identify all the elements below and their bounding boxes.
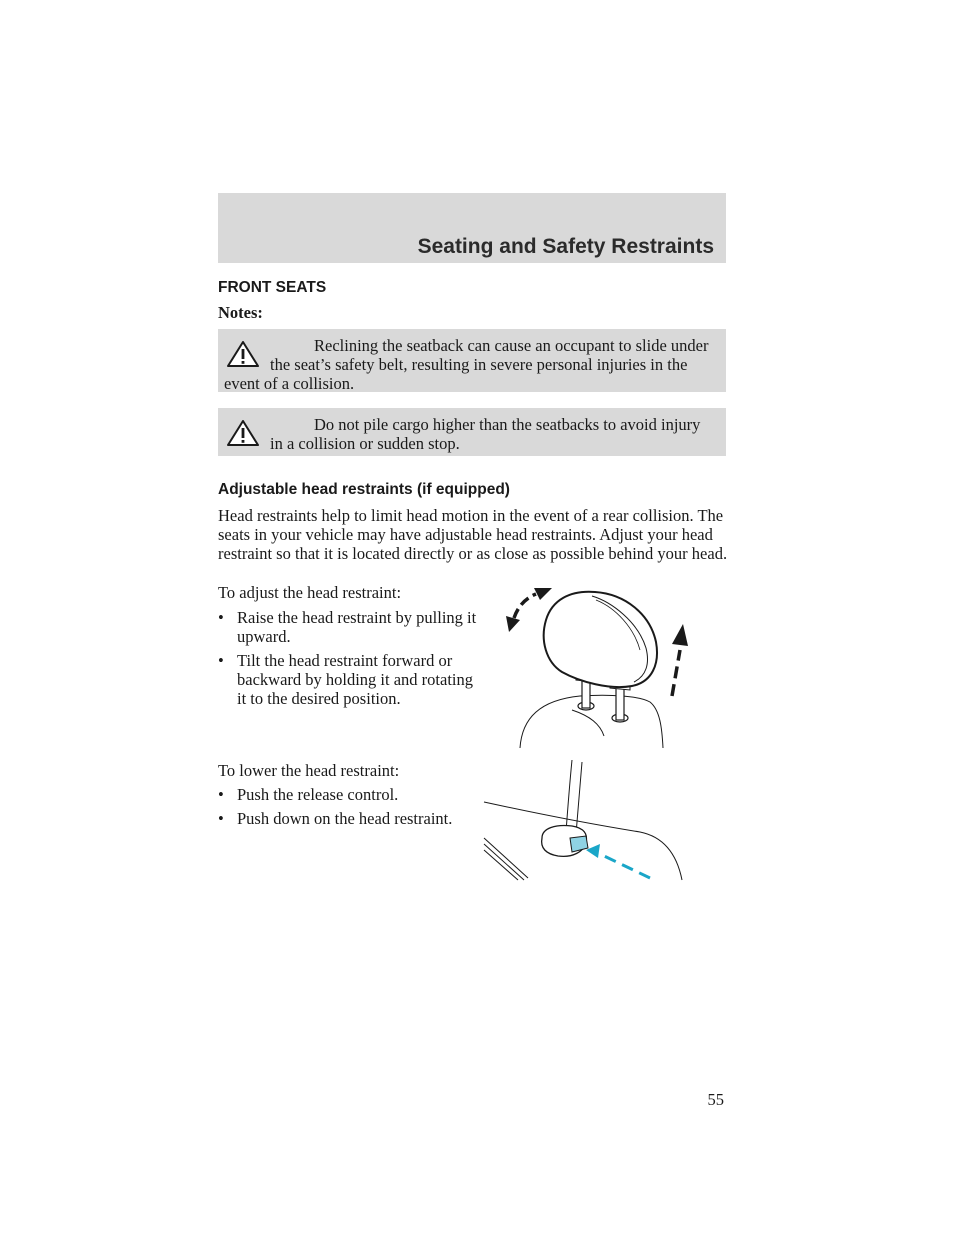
release-control-illustration bbox=[480, 760, 686, 882]
section-header-band bbox=[218, 193, 726, 263]
list-item bbox=[218, 809, 478, 828]
warning-box-reclining bbox=[218, 329, 726, 392]
bullet: • bbox=[218, 809, 224, 828]
list-item-text: Raise the head restraint by pulling it upward. bbox=[237, 608, 477, 646]
warning-box-cargo bbox=[218, 408, 726, 456]
intro-paragraph: Head restraints help to limit head motion in the event of a rear collision. The seats in your vehicle may have adjustable head restraints. Adjust your head restraint so that it is located directly or as close as possible behind your head. bbox=[218, 506, 728, 563]
warning-triangle-icon bbox=[226, 419, 260, 447]
adjust-label: To adjust the head restraint: bbox=[218, 583, 402, 602]
bullet: • bbox=[218, 608, 224, 627]
warning-triangle-icon bbox=[226, 340, 260, 368]
list-item-text: Tilt the head restraint forward or backward by holding it and rotating it to the desired position. bbox=[237, 651, 473, 708]
warning-text: Do not pile cargo higher than the seatbacks to avoid injury in a collision or sudden stop. bbox=[270, 415, 701, 453]
list-item-text: Push down on the head restraint. bbox=[237, 809, 453, 828]
notes-label: Notes: bbox=[218, 303, 263, 322]
head-restraints-subheading: Adjustable head restraints (if equipped) bbox=[218, 481, 510, 498]
list-item bbox=[218, 608, 478, 646]
lower-label: To lower the head restraint: bbox=[218, 761, 400, 780]
head-restraint-adjust-illustration bbox=[500, 578, 700, 750]
list-item bbox=[218, 651, 478, 708]
list-item-text: Push the release control. bbox=[237, 785, 399, 804]
section-title: Seating and Safety Restraints bbox=[417, 235, 714, 258]
list-item bbox=[218, 785, 478, 804]
bullet: • bbox=[218, 651, 224, 670]
bullet: • bbox=[218, 785, 224, 804]
front-seats-heading: FRONT SEATS bbox=[218, 279, 327, 296]
page-number: 55 bbox=[707, 1090, 724, 1109]
warning-text: Reclining the seatback can cause an occupant to slide under the seat’s safety belt, resulting in severe personal injuries in the event of a collision. bbox=[224, 336, 709, 393]
